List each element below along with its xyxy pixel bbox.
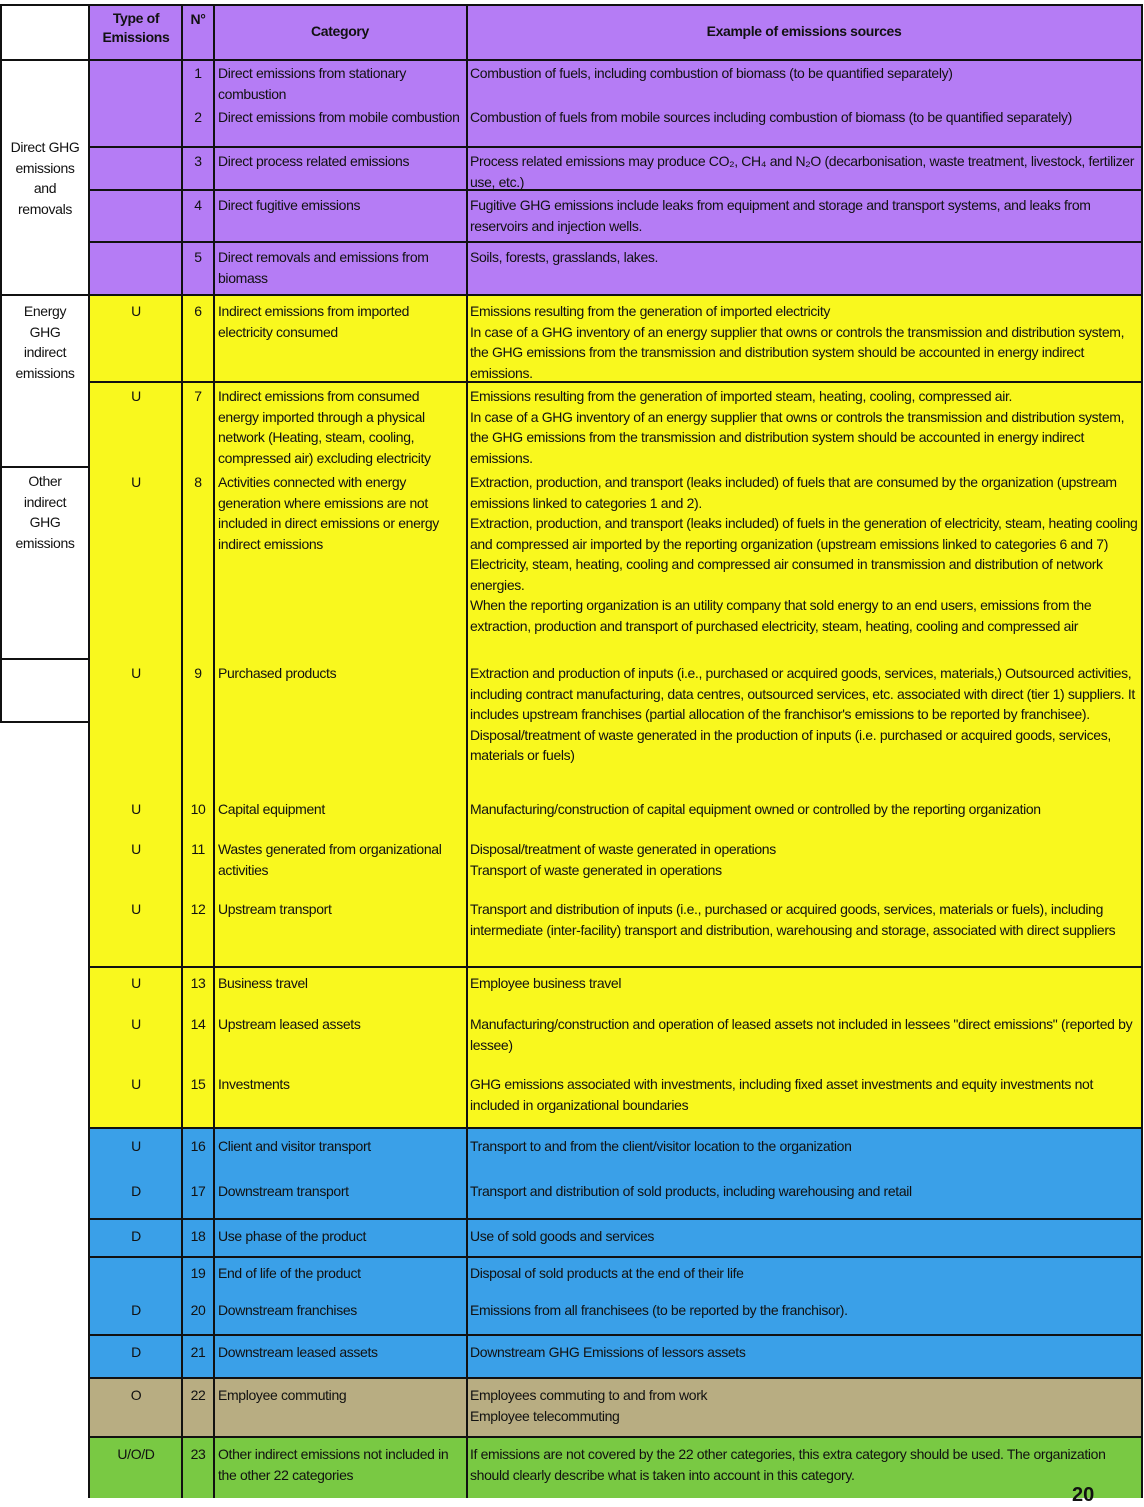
row-number: 21 xyxy=(190,1344,206,1360)
row-category: Upstream leased assets xyxy=(218,1016,361,1032)
grid-row-sep xyxy=(88,1334,1143,1336)
row-category: Direct emissions from mobile combustion xyxy=(218,109,460,125)
grid-row-sep xyxy=(88,1377,1143,1379)
grid-col-example xyxy=(466,4,468,1498)
row-number: 10 xyxy=(190,801,206,817)
row-number: 17 xyxy=(190,1183,206,1199)
row-category: Use phase of the product xyxy=(218,1228,367,1244)
row-type: U xyxy=(131,474,141,490)
row-type: U xyxy=(131,665,141,681)
row-example: Employee business travel xyxy=(470,975,622,991)
row-number: 11 xyxy=(191,841,205,857)
grid-row-sep xyxy=(88,381,1143,383)
row-example: Process related emissions may produce CO₂, CH₄ and N₂O (decarbonisation, waste treatment, livestock, fertilizer use, etc.) xyxy=(470,153,1135,190)
grid-right-border xyxy=(1141,4,1143,1498)
row-category: Indirect emissions from imported electricity consumed xyxy=(218,303,410,340)
row-number: 16 xyxy=(190,1138,206,1154)
row-number: 5 xyxy=(194,249,202,265)
row-type: U xyxy=(131,1138,141,1154)
row-category: End of life of the product xyxy=(218,1265,361,1281)
row-category: Employee commuting xyxy=(218,1387,347,1403)
row-type: D xyxy=(131,1183,141,1199)
grid-top-border xyxy=(0,4,1143,6)
row-example: Emissions resulting from the generation of imported electricity In case of a GHG inventory of an energy supplier that owns or controls the transmission and distribution system, the GHG emissions from the transmission and distribution system should be accounted in energy indirect emissions. xyxy=(470,303,1125,381)
row-type: U xyxy=(131,975,141,991)
header-number: N° xyxy=(190,11,206,27)
grid-row-sep xyxy=(88,241,1143,243)
grid-col-type xyxy=(88,4,90,1498)
row-number: 2 xyxy=(194,109,202,125)
row-number: 15 xyxy=(190,1076,206,1092)
row-type: U xyxy=(131,841,141,857)
row-type xyxy=(90,194,182,246)
row-type: D xyxy=(131,1302,141,1318)
row-category: Activities connected with energy generation where emissions are not included in direct emissions or energy indirect emissions xyxy=(218,474,439,552)
row-example: Use of sold goods and services xyxy=(470,1228,655,1244)
grid-row-sep xyxy=(88,1256,1143,1258)
row-example: If emissions are not covered by the 22 other categories, this extra category should be used. The organization should clearly describe what is taken into account in this category. xyxy=(470,1446,1106,1483)
row-type: D xyxy=(131,1344,141,1360)
row-number: 12 xyxy=(190,901,206,917)
row-category: Capital equipment xyxy=(218,801,325,817)
row-example: Soils, forests, grasslands, lakes. xyxy=(470,249,659,265)
header-example: Example of emissions sources xyxy=(706,23,902,39)
row-example: Extraction, production, and transport (leaks included) of fuels that are consumed by the organization (upstream emissions linked to categories 1 and 2). Extraction, production, and transport (leaks included) of fuels in the generation of electricity, steam, heating cooling and compressed air imported by the reporting organization (upstream emissions linked to categories 6 and 7) Electricity, steam, heating, cooling and compressed air consumed in transmission and distribution of network energies. When the reporting organization is an utility company that sold energy to an end users, emissions from the extraction, production and transport of purchased electricity, steam, heating, cooling and compressed air xyxy=(470,474,1138,634)
row-type xyxy=(90,150,182,194)
row-category: Downstream transport xyxy=(218,1183,349,1199)
row-example: Emissions resulting from the generation of imported steam, heating, cooling, compressed air. In case of a GHG inventory of an energy supplier that owns or controls the transmission and distribution system, the GHG emissions from the transmission and distribution system should be accounted in energy indirect emissions. xyxy=(470,388,1125,466)
grid-row-sep xyxy=(88,1218,1143,1220)
row-category: Direct process related emissions xyxy=(218,153,410,169)
row-number: 19 xyxy=(190,1265,206,1281)
row-example: Manufacturing/construction and operation of leased assets not included in lessees "direct emissions" (reported by lessee) xyxy=(470,1016,1133,1053)
row-category: Indirect emissions from consumed energy imported through a physical network (Heating, steam, cooling, compressed air) excluding electricity xyxy=(218,388,431,466)
row-number: 4 xyxy=(194,197,202,213)
row-number: 22 xyxy=(190,1387,206,1403)
row-type xyxy=(90,1262,182,1299)
row-type: U xyxy=(131,1076,141,1092)
row-category: Downstream franchises xyxy=(218,1302,357,1318)
row-category: Direct removals and emissions from biomass xyxy=(218,249,429,286)
row-category: Business travel xyxy=(218,975,308,991)
group-other-indirect: Other indirect GHG emissions xyxy=(15,473,75,551)
row-category: Investments xyxy=(218,1076,290,1092)
row-example: Combustion of fuels from mobile sources including combustion of biomass (to be quantified separately) xyxy=(470,109,1072,125)
row-example: GHG emissions associated with investments, including fixed asset investments and equity investments not included in organizational boundaries xyxy=(470,1076,1094,1113)
row-number: 18 xyxy=(190,1228,206,1244)
row-number: 9 xyxy=(194,665,202,681)
grid-left-border xyxy=(0,4,2,722)
row-example: Transport and distribution of inputs (i.e., purchased or acquired goods, services, materials or fuels), including intermediate (inter-facility) transport and distribution, warehousing and storage, associated with direct suppliers xyxy=(470,901,1116,938)
row-type: U/O/D xyxy=(117,1446,155,1462)
header-type: Type of Emissions xyxy=(102,10,170,45)
grid-row-sep xyxy=(88,189,1143,191)
row-example: Disposal of sold products at the end of their life xyxy=(470,1265,744,1281)
row-number: 14 xyxy=(190,1016,206,1032)
grid-col-category xyxy=(213,4,215,1498)
row-type xyxy=(90,62,182,106)
row-category: Purchased products xyxy=(218,665,337,681)
row-example: Combustion of fuels, including combustion of biomass (to be quantified separately) xyxy=(470,65,953,81)
grid-left-sep xyxy=(0,466,88,468)
row-type: U xyxy=(131,388,141,404)
row-type xyxy=(90,106,182,150)
row-category: Direct fugitive emissions xyxy=(218,197,361,213)
page-number: 20 xyxy=(1072,1484,1095,1506)
row-number: 6 xyxy=(194,303,202,319)
row-example: Fugitive GHG emissions include leaks from equipment and storage and transport systems, and leaks from reservoirs and injection wells. xyxy=(470,197,1091,234)
row-example: Transport to and from the client/visitor location to the organization xyxy=(470,1138,852,1154)
row-number: 8 xyxy=(194,474,202,490)
grid-left-sep xyxy=(0,59,88,61)
row-category: Client and visitor transport xyxy=(218,1138,371,1154)
row-type: U xyxy=(131,801,141,817)
row-example: Downstream GHG Emissions of lessors assets xyxy=(470,1344,746,1360)
row-number: 1 xyxy=(194,65,202,81)
row-example: Employees commuting to and from work Employee telecommuting xyxy=(470,1387,708,1424)
row-number: 7 xyxy=(194,388,202,404)
group-energy-indirect: Energy GHG indirect emissions xyxy=(15,303,75,381)
row-number: 3 xyxy=(194,153,202,169)
row-example: Manufacturing/construction of capital equipment owned or controlled by the reporting organization xyxy=(470,801,1041,817)
row-example: Transport and distribution of sold products, including warehousing and retail xyxy=(470,1183,912,1199)
grid-left-sep xyxy=(0,721,88,723)
grid-row-sep xyxy=(88,146,1143,148)
row-category: Wastes generated from organizational activities xyxy=(218,841,442,878)
row-category: Other indirect emissions not included in the other 22 categories xyxy=(218,1446,449,1483)
row-number: 13 xyxy=(190,975,206,991)
row-type: D xyxy=(131,1228,141,1244)
row-type xyxy=(90,246,182,295)
row-type: U xyxy=(131,1016,141,1032)
grid-col-number xyxy=(181,4,183,1498)
row-category: Direct emissions from stationary combustion xyxy=(218,65,406,102)
header-category: Category xyxy=(311,23,369,39)
row-number: 23 xyxy=(190,1446,206,1462)
row-example: Emissions from all franchisees (to be reported by the franchisor). xyxy=(470,1302,848,1318)
grid-row-sep xyxy=(88,1127,1143,1129)
row-example: Disposal/treatment of waste generated in operations Transport of waste generated in operations xyxy=(470,841,776,878)
grid-row-sep xyxy=(88,294,1143,296)
grid-left-sep xyxy=(0,658,88,660)
row-example: Extraction and production of inputs (i.e., purchased or acquired goods, services, materials,) Outsourced activities, including contract manufacturing, data centres, outsourced services, etc. associated with direct (tier 1) suppliers. It includes upstream franchises (partial allocation of the franchisor's emissions to be reported by franchisee). Disposal/treatment of waste generated in the production of inputs (i.e. purchased or acquired goods, services, materials or fuels) xyxy=(470,665,1135,763)
row-type: U xyxy=(131,901,141,917)
row-number: 20 xyxy=(190,1302,206,1318)
row-category: Downstream leased assets xyxy=(218,1344,378,1360)
row-type: O xyxy=(130,1387,142,1403)
grid-left-sep xyxy=(0,294,88,296)
row-type: U xyxy=(131,303,141,319)
group-direct-ghg: Direct GHG emissions and removals xyxy=(10,139,80,217)
grid-row-sep xyxy=(88,966,1143,968)
grid-row-sep xyxy=(88,1436,1143,1438)
grid-row-sep xyxy=(88,59,1143,61)
row-category: Upstream transport xyxy=(218,901,332,917)
